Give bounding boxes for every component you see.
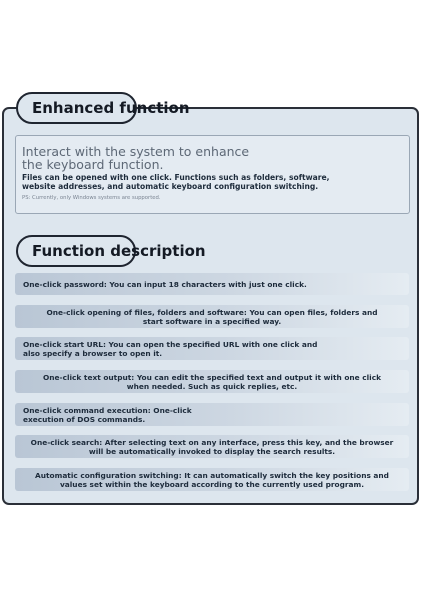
list-item-open-files [15,305,409,328]
list-item-password [15,273,409,295]
list-item-text-output [15,370,409,393]
intro-note: PS: Currently, only Windows systems are supported. [22,195,161,201]
list-item-search [15,435,409,458]
list-item-text: One-click start URL: You can open the specified URL with one click and also specify a browser to open it. [23,339,318,358]
function-description-heading: Function description [16,235,136,267]
list-item-command [15,403,409,426]
list-item-text: Automatic configuration switching: It can automatically switch the key positions and values set within the keyboard according to the currently used program. [35,470,389,489]
list-item-start-url [15,337,409,360]
intro-title: Interact with the system to enhance the keyboard function. [22,144,250,172]
list-item-text: One-click opening of files, folders and software: You can open files, folders and start software in a specified way. [46,307,378,326]
list-item-text: One-click command execution: One-click execution of DOS commands. [23,405,192,424]
list-item-auto-config [15,468,409,491]
list-item-text: One-click search: After selecting text on any interface, press this key, and the browser will be automatically invoked to display the search results. [30,437,394,456]
list-item-text: One-click password: You can input 18 characters with just one click. [23,279,307,289]
intro-box [15,135,410,214]
list-item-text: One-click text output: You can edit the specified text and output it with one click when needed. Such as quick replies, etc. [42,372,382,391]
enhanced-function-heading: Enhanced function [16,92,137,124]
intro-description: Files can be opened with one click. Functions such as folders, software, website addresses, and automatic keyboard configuration switching. [22,173,330,191]
